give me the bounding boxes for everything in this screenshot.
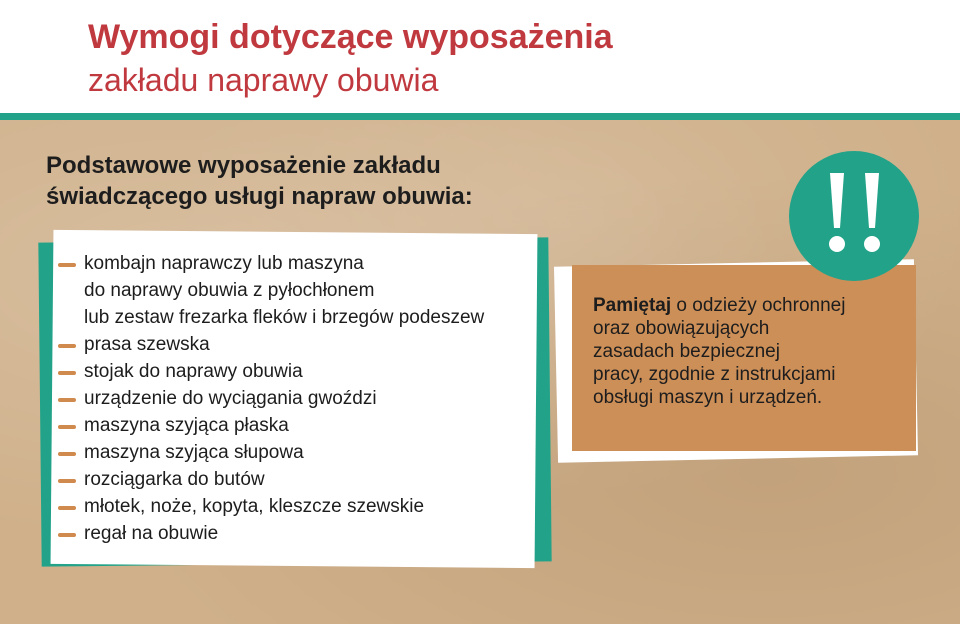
- dash-bullet-icon: [58, 371, 76, 375]
- list-item: [58, 331, 484, 358]
- list-item-line: do naprawy obuwia z pyłochłonem: [84, 280, 375, 301]
- list-item-text: maszyna szyjąca słupowa: [84, 442, 304, 463]
- note-text: [593, 294, 845, 409]
- dash-bullet-icon: [58, 398, 76, 402]
- section-heading: [46, 150, 473, 212]
- header-divider: [0, 113, 960, 120]
- list-item-text: maszyna szyjąca płaska: [84, 415, 289, 436]
- dash-bullet-icon: [58, 452, 76, 456]
- note-line: pracy, zgodnie z instrukcjami: [593, 364, 836, 385]
- list-item: [58, 358, 484, 385]
- note-line: zasadach bezpiecznej: [593, 341, 780, 362]
- list-item-text: regał na obuwie: [84, 523, 219, 544]
- list-item: [58, 520, 484, 547]
- list-item: [58, 385, 484, 412]
- list-item: [58, 412, 484, 439]
- dash-bullet-icon: [58, 344, 76, 348]
- page-subtitle: zakładu naprawy obuwia: [88, 62, 439, 98]
- section-heading-line1: Podstawowe wyposażenie zakładu: [46, 152, 441, 179]
- dash-bullet-icon: [58, 263, 76, 267]
- list-item-text: młotek, noże, kopyta, kleszcze szewskie: [84, 496, 425, 517]
- list-item-text: rozciągarka do butów: [84, 469, 265, 490]
- note-line: oraz obowiązujących: [593, 318, 770, 339]
- list-item: [58, 250, 484, 331]
- page-title: Wymogi dotyczące wyposażenia: [88, 18, 613, 56]
- dash-bullet-icon: [58, 425, 76, 429]
- note-line-rest: o odzieży ochronnej: [671, 295, 846, 316]
- note-emphasis: Pamiętaj: [593, 295, 672, 316]
- list-item: [58, 466, 484, 493]
- list-item: [58, 439, 484, 466]
- header: [0, 0, 960, 113]
- list-item-text: urządzenie do wyciągania gwoździ: [84, 388, 377, 409]
- list-item: [58, 493, 484, 520]
- double-exclamation-icon: [789, 151, 919, 281]
- dash-bullet-icon: [58, 533, 76, 537]
- list-item-line: lub zestaw frezarka fleków i brzegów podeszew: [84, 307, 485, 328]
- section-heading-line2: świadczącego usługi napraw obuwia:: [46, 183, 473, 210]
- note-line: obsługi maszyn i urządzeń.: [593, 387, 823, 408]
- list-item-line: kombajn naprawczy lub maszyna: [84, 253, 364, 274]
- equipment-list: [58, 250, 484, 547]
- note-line: [593, 294, 845, 317]
- list-item-text: prasa szewska: [84, 334, 210, 355]
- list-item-text: stojak do naprawy obuwia: [84, 361, 303, 382]
- dash-bullet-icon: [58, 479, 76, 483]
- warning-badge: [789, 151, 919, 281]
- dash-bullet-icon: [58, 506, 76, 510]
